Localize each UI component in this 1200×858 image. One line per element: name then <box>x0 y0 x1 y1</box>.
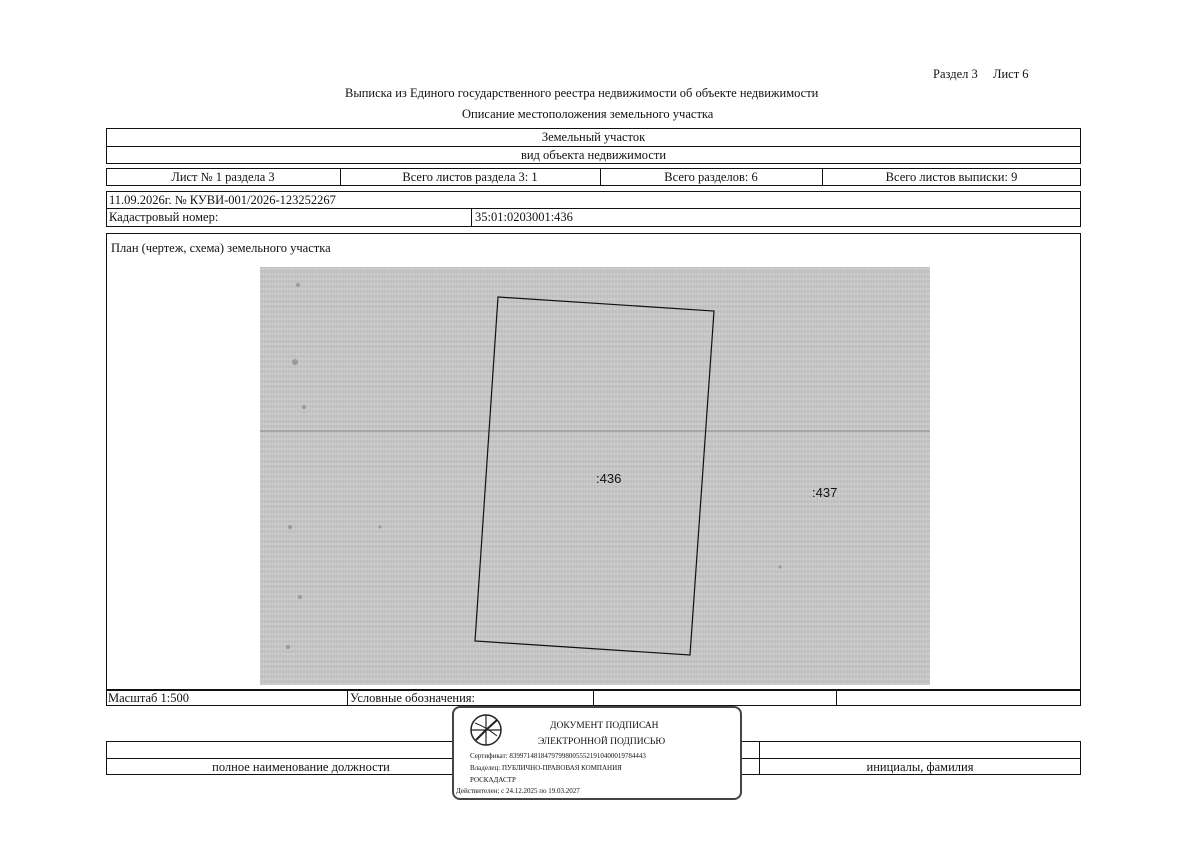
emblem-icon <box>470 714 502 746</box>
parcel-436-outline <box>475 297 714 655</box>
total-sheets-extract: Всего листов выписки: 9 <box>885 170 1018 184</box>
stamp-owner-org: РОСКАДАСТР <box>470 776 516 784</box>
stamp-certificate: Сертификат: 839971481847979980055521910400019784443 <box>470 752 646 760</box>
cadastral-number: 35:01:0203001:436 <box>475 210 573 224</box>
name-caption: инициалы, фамилия <box>866 760 974 774</box>
legend-label: Условные обозначения: <box>350 691 476 705</box>
digital-signature-stamp <box>452 706 742 800</box>
scale-label: Масштаб 1:500 <box>108 691 189 705</box>
stamp-owner: Владелец: ПУБЛИЧНО-ПРАВОВАЯ КОМПАНИЯ <box>470 764 622 772</box>
plan-drawing <box>260 267 930 685</box>
stamp-validity: Действителен: с 24.12.2025 по 19.03.2027 <box>456 787 580 795</box>
object-type: Земельный участок <box>541 130 646 144</box>
position-caption: полное наименование должности <box>212 760 390 774</box>
sheet-number: Лист 6 <box>993 67 1029 81</box>
plan-map <box>260 267 930 685</box>
section-number: Раздел 3 <box>933 67 978 81</box>
record-date-number: 11.09.2026г. № КУВИ-001/2026-123252267 <box>109 193 336 207</box>
total-sections: Всего разделов: 6 <box>664 170 758 184</box>
object-type-caption: вид объекта недвижимости <box>520 148 667 162</box>
total-sheets-section: Всего листов раздела 3: 1 <box>402 170 538 184</box>
plan-title: План (чертеж, схема) земельного участка <box>111 241 331 255</box>
stamp-line2: ЭЛЕКТРОННОЙ ПОДПИСЬЮ <box>538 737 666 747</box>
parcel-436-label: :436 <box>596 471 622 486</box>
stamp-line1: ДОКУМЕНТ ПОДПИСАН <box>550 721 659 731</box>
document-subtitle: Описание местоположения земельного участка <box>462 107 714 121</box>
map-specks <box>286 283 782 649</box>
cadastral-label: Кадастровый номер: <box>109 210 219 224</box>
document-title: Выписка из Единого государственного реестра недвижимости об объекте недвижимости <box>345 86 819 100</box>
parcel-437-label: :437 <box>812 485 838 500</box>
sheet-no: Лист № 1 раздела 3 <box>171 170 275 184</box>
